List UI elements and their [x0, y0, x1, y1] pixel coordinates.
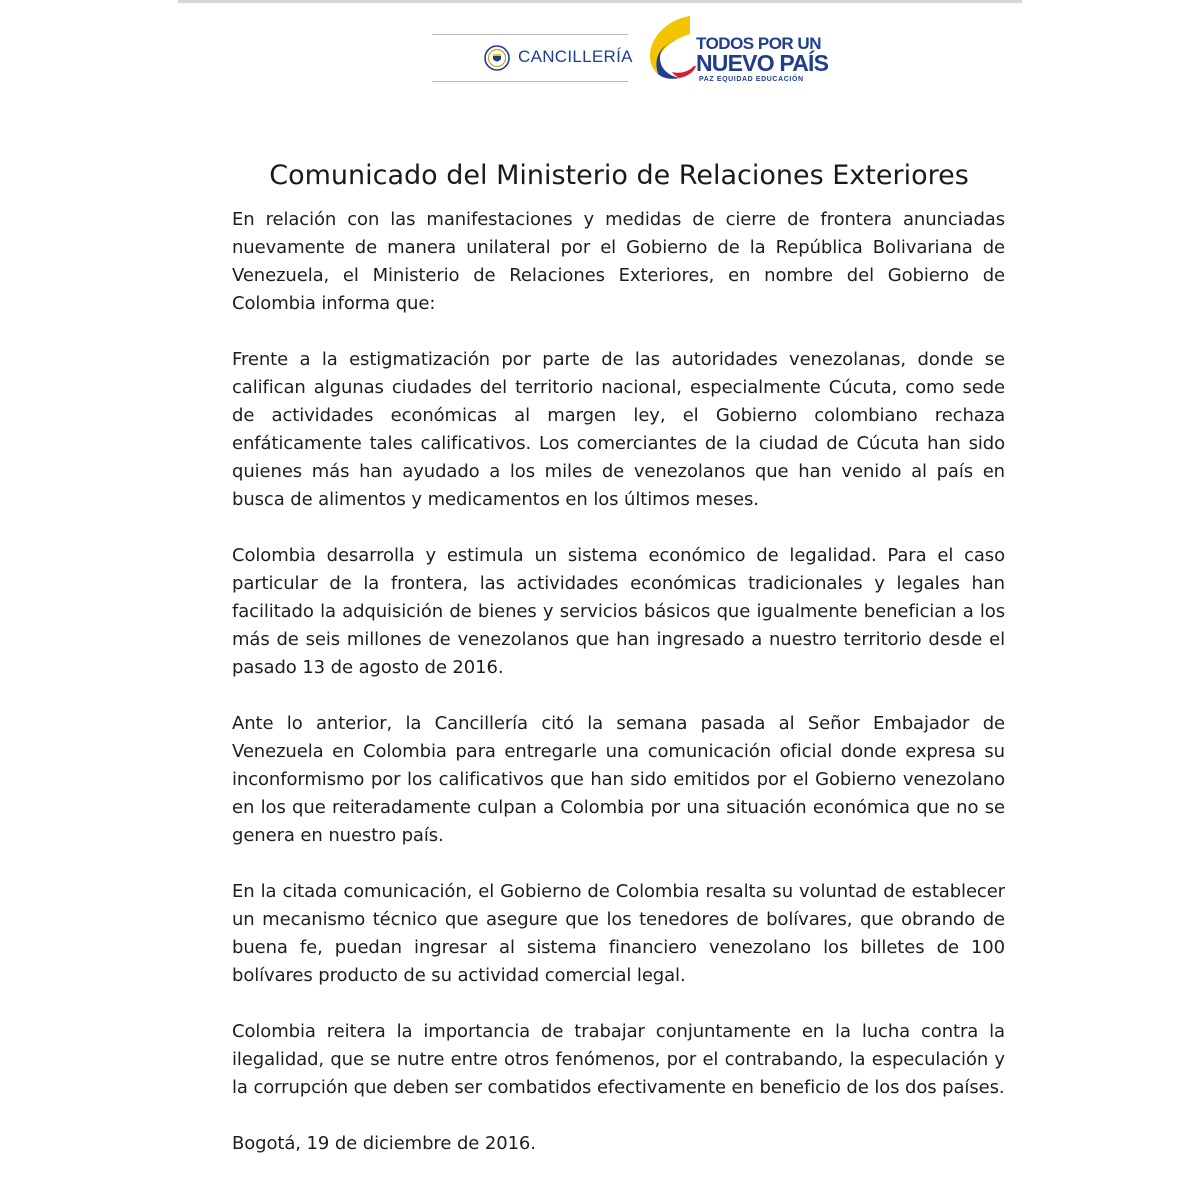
body-paragraph: Frente a la estigmatización por parte de las autoridades venezolanas, donde se califican algunas ciudades del territorio nacional, especialmente Cúcuta, como sede de actividades económicas al margen ley, el Gobierno colombiano rechaza enfáticamente tales calificativos. Los comerciantes de la ciudad de Cúcuta han sido quienes más han ayudado a los miles de venezolanos que han venido al país en busca de alimentos y medicamentos en los últimos meses.	[232, 349, 1005, 510]
cancilleria-logo	[432, 34, 633, 82]
todos-por-un-nuevo-pais-logo	[644, 12, 829, 92]
campaign-logo-tagline: PAZ EQUIDAD EDUCACIÓN	[699, 76, 804, 83]
document-title: Comunicado del Ministerio de Relaciones Exteriores	[269, 160, 969, 192]
campaign-logo-line2: NUEVO PAÍS	[696, 50, 829, 76]
body-paragraph: En relación con las manifestaciones y medidas de cierre de frontera anunciadas nuevamente de manera unilateral por el Gobierno de la República Bolivariana de Venezuela, el Ministerio de Relaciones Exteriores, en nombre del Gobierno de Colombia informa que:	[232, 209, 1005, 314]
document-body	[232, 206, 1005, 1158]
cancilleria-logo-text: CANCILLERÍA	[518, 47, 633, 66]
signoff-date: Bogotá, 19 de diciembre de 2016.	[232, 1133, 536, 1154]
top-divider	[178, 0, 1022, 3]
campaign-logo-line1: TODOS POR UN	[696, 34, 821, 53]
body-paragraph: Colombia desarrolla y estimula un sistema económico de legalidad. Para el caso particular de la frontera, las actividades económicas tradicionales y legales han facilitado la adquisición de bienes y servicios básicos que igualmente benefician a los más de seis millones de venezolanos que han ingresado a nuestro territorio desde el pasado 13 de agosto de 2016.	[232, 545, 1005, 678]
body-paragraph: Ante lo anterior, la Cancillería citó la semana pasada al Señor Embajador de Venezuela en Colombia para entregarle una comunicación oficial donde expresa su inconformismo por los calificativos que han sido emitidos por el Gobierno venezolano en los que reiteradamente culpan a Colombia por una situación económica que no se genera en nuestro país.	[232, 713, 1005, 846]
body-paragraph: Colombia reitera la importancia de trabajar conjuntamente en la lucha contra la ilegalidad, que se nutre entre otros fenómenos, por el contrabando, la especulación y la corrupción que deben ser combatidos efectivamente en beneficio de los dos países.	[232, 1021, 1005, 1098]
letterhead	[0, 12, 1200, 92]
body-paragraph: En la citada comunicación, el Gobierno de Colombia resalta su voluntad de establecer un mecanismo técnico que asegure que los tenedores de bolívares, que obrando de buena fe, puedan ingresar al sistema financiero venezolano los billetes de 100 bolívares producto de su actividad comercial legal.	[232, 881, 1005, 986]
flag-swoosh-icon	[644, 14, 698, 86]
coat-of-arms-icon	[484, 45, 510, 71]
